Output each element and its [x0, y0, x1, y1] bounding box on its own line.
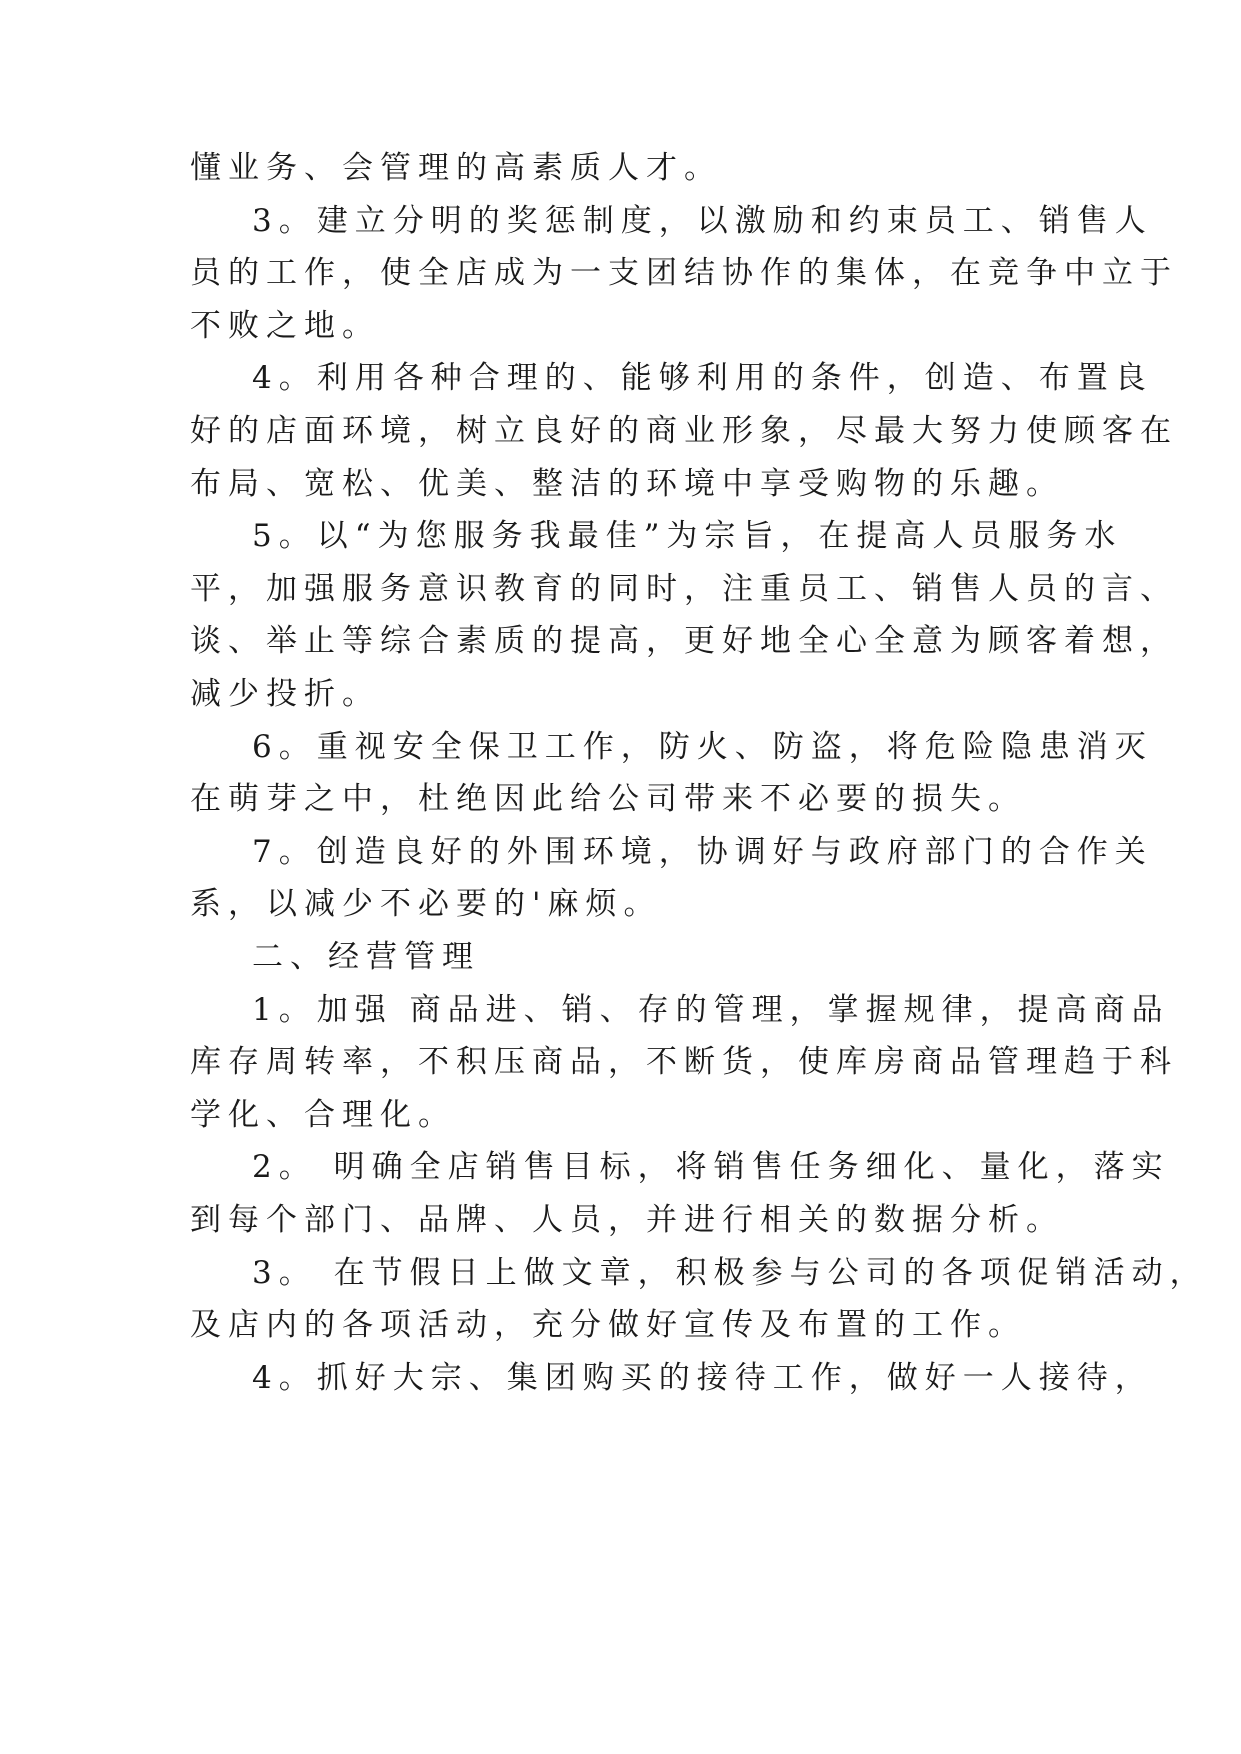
text-line: 3。 在节假日上做文章，积极参与公司的各项促销活动， [252, 1255, 1208, 1291]
text-line: 4。抓好大宗、集团购买的接待工作，做好一人接待， [252, 1360, 1153, 1396]
text-line: 7。创造良好的外围环境，协调好与政府部门的合作关 [252, 834, 1153, 870]
text-line: 不败之地。 [190, 308, 380, 344]
text-line: 2。 明确全店销售目标，将销售任务细化、量化，落实 [252, 1149, 1170, 1185]
text-line: 谈、举止等综合素质的提高，更好地全心全意为顾客着想， [190, 623, 1178, 659]
text-line: 在萌芽之中，杜绝因此给公司带来不必要的损失。 [190, 781, 1026, 817]
text-line: 二、经营管理 [252, 939, 480, 975]
text-line: 系，以减少不必要的'麻烦。 [190, 886, 662, 922]
text-line: 及店内的各项活动，充分做好宣传及布置的工作。 [190, 1307, 1026, 1343]
text-line: 4。利用各种合理的、能够利用的条件，创造、布置良 [252, 360, 1153, 396]
text-line: 库存周转率，不积压商品，不断货，使库房商品管理趋于科 [190, 1044, 1178, 1080]
text-line: 3。建立分明的奖惩制度，以激励和约束员工、销售人 [252, 203, 1153, 239]
text-line: 平，加强服务意识教育的同时，注重员工、销售人员的言、 [190, 571, 1178, 607]
text-line: 好的店面环境，树立良好的商业形象，尽最大努力使顾客在 [190, 413, 1178, 449]
text-line: 布局、宽松、优美、整洁的环境中享受购物的乐趣。 [190, 466, 1064, 502]
text-line: 6。重视安全保卫工作，防火、防盗，将危险隐患消灭 [252, 729, 1153, 765]
text-line: 减少投折。 [190, 676, 380, 712]
text-line: 员的工作，使全店成为一支团结协作的集体，在竞争中立于 [190, 255, 1178, 291]
text-line: 到每个部门、品牌、人员，并进行相关的数据分析。 [190, 1202, 1064, 1238]
text-line: 1。加强 商品进、销、存的管理，掌握规律，提高商品 [252, 992, 1170, 1028]
text-line: 5。以“为您服务我最佳”为宗旨，在提高人员服务水 [252, 518, 1123, 554]
text-line: 懂业务、会管理的高素质人才。 [190, 150, 722, 186]
text-line: 学化、合理化。 [190, 1097, 456, 1133]
